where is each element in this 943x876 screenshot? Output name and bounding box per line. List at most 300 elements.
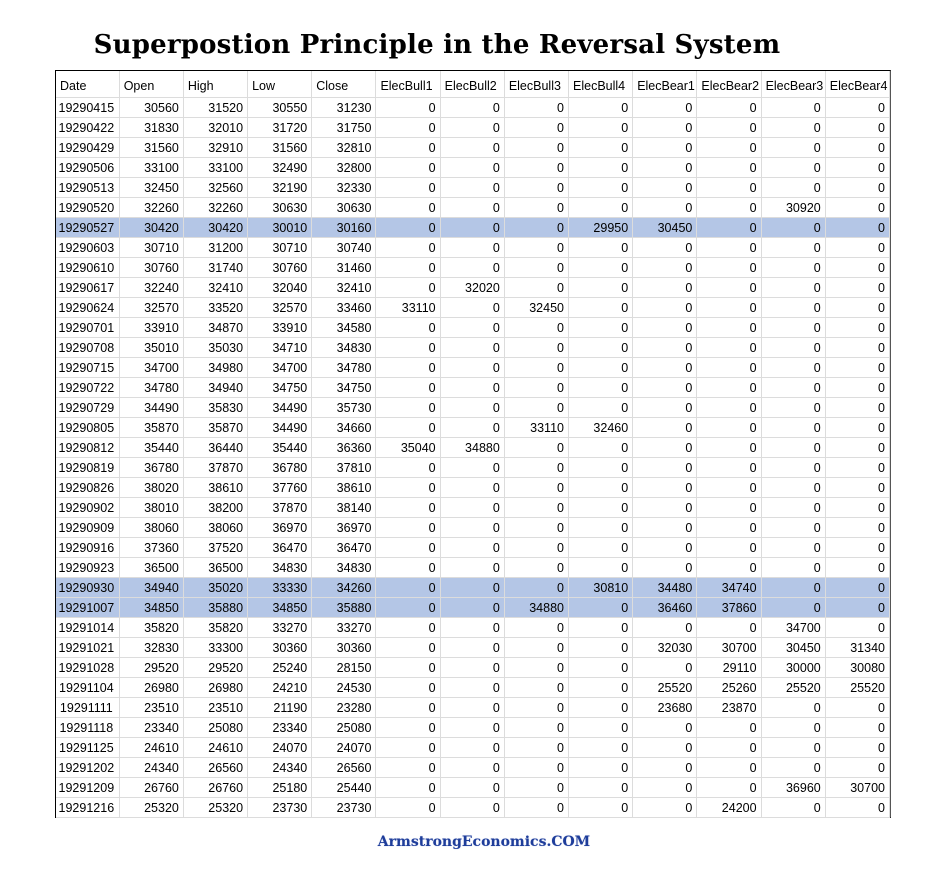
value-cell[interactable]: 0 (633, 118, 697, 138)
value-cell[interactable]: 0 (569, 678, 633, 698)
date-cell[interactable]: 19290729 (56, 398, 119, 418)
value-cell[interactable]: 34940 (183, 378, 247, 398)
value-cell[interactable]: 0 (697, 98, 761, 118)
value-cell[interactable]: 31230 (312, 98, 376, 118)
value-cell[interactable]: 38140 (312, 498, 376, 518)
value-cell[interactable]: 0 (761, 178, 825, 198)
value-cell[interactable]: 0 (376, 778, 440, 798)
column-header-elecbull2[interactable]: ElecBull2 (440, 71, 504, 98)
value-cell[interactable]: 30810 (569, 578, 633, 598)
value-cell[interactable]: 0 (504, 238, 568, 258)
value-cell[interactable]: 0 (376, 678, 440, 698)
value-cell[interactable]: 35820 (183, 618, 247, 638)
value-cell[interactable]: 35030 (183, 338, 247, 358)
value-cell[interactable]: 0 (569, 658, 633, 678)
value-cell[interactable]: 0 (376, 518, 440, 538)
value-cell[interactable]: 0 (761, 338, 825, 358)
value-cell[interactable]: 0 (633, 418, 697, 438)
value-cell[interactable]: 0 (504, 278, 568, 298)
value-cell[interactable]: 23730 (248, 798, 312, 818)
value-cell[interactable]: 0 (504, 198, 568, 218)
value-cell[interactable]: 0 (376, 658, 440, 678)
value-cell[interactable]: 0 (825, 718, 889, 738)
value-cell[interactable]: 0 (504, 458, 568, 478)
date-cell[interactable]: 19291014 (56, 618, 119, 638)
value-cell[interactable]: 0 (569, 438, 633, 458)
value-cell[interactable]: 30700 (697, 638, 761, 658)
value-cell[interactable]: 32260 (119, 198, 183, 218)
value-cell[interactable]: 0 (761, 358, 825, 378)
value-cell[interactable]: 33460 (312, 298, 376, 318)
value-cell[interactable]: 0 (504, 318, 568, 338)
value-cell[interactable]: 0 (440, 318, 504, 338)
date-cell[interactable]: 19290506 (56, 158, 119, 178)
value-cell[interactable]: 0 (825, 278, 889, 298)
column-header-elecbull4[interactable]: ElecBull4 (569, 71, 633, 98)
value-cell[interactable]: 0 (825, 98, 889, 118)
value-cell[interactable]: 0 (376, 258, 440, 278)
value-cell[interactable]: 0 (761, 498, 825, 518)
value-cell[interactable]: 28150 (312, 658, 376, 678)
value-cell[interactable]: 30560 (119, 98, 183, 118)
value-cell[interactable]: 30630 (248, 198, 312, 218)
date-cell[interactable]: 19291216 (56, 798, 119, 818)
value-cell[interactable]: 30630 (312, 198, 376, 218)
value-cell[interactable]: 0 (376, 218, 440, 238)
value-cell[interactable]: 0 (633, 758, 697, 778)
value-cell[interactable]: 0 (761, 118, 825, 138)
value-cell[interactable]: 0 (761, 138, 825, 158)
value-cell[interactable]: 30550 (248, 98, 312, 118)
value-cell[interactable]: 0 (761, 558, 825, 578)
value-cell[interactable]: 36440 (183, 438, 247, 458)
column-header-elecbear2[interactable]: ElecBear2 (697, 71, 761, 98)
value-cell[interactable]: 30450 (761, 638, 825, 658)
value-cell[interactable]: 0 (376, 538, 440, 558)
value-cell[interactable]: 0 (633, 538, 697, 558)
value-cell[interactable]: 0 (825, 798, 889, 818)
value-cell[interactable]: 0 (440, 298, 504, 318)
value-cell[interactable]: 0 (569, 258, 633, 278)
value-cell[interactable]: 0 (376, 158, 440, 178)
value-cell[interactable]: 0 (761, 278, 825, 298)
value-cell[interactable]: 24340 (119, 758, 183, 778)
value-cell[interactable]: 37760 (248, 478, 312, 498)
value-cell[interactable]: 31340 (825, 638, 889, 658)
value-cell[interactable]: 24210 (248, 678, 312, 698)
value-cell[interactable]: 37520 (183, 538, 247, 558)
value-cell[interactable]: 0 (440, 678, 504, 698)
value-cell[interactable]: 35870 (119, 418, 183, 438)
value-cell[interactable]: 0 (825, 218, 889, 238)
value-cell[interactable]: 30700 (825, 778, 889, 798)
value-cell[interactable]: 0 (697, 558, 761, 578)
value-cell[interactable]: 30740 (312, 238, 376, 258)
value-cell[interactable]: 29520 (183, 658, 247, 678)
value-cell[interactable]: 34480 (633, 578, 697, 598)
value-cell[interactable]: 32910 (183, 138, 247, 158)
value-cell[interactable]: 0 (761, 518, 825, 538)
value-cell[interactable]: 0 (569, 738, 633, 758)
value-cell[interactable]: 34700 (761, 618, 825, 638)
value-cell[interactable]: 0 (440, 238, 504, 258)
value-cell[interactable]: 34710 (248, 338, 312, 358)
value-cell[interactable]: 31740 (183, 258, 247, 278)
value-cell[interactable]: 0 (440, 758, 504, 778)
value-cell[interactable]: 0 (761, 538, 825, 558)
value-cell[interactable]: 29520 (119, 658, 183, 678)
column-header-elecbull1[interactable]: ElecBull1 (376, 71, 440, 98)
value-cell[interactable]: 0 (761, 258, 825, 278)
value-cell[interactable]: 34700 (248, 358, 312, 378)
value-cell[interactable]: 35820 (119, 618, 183, 638)
value-cell[interactable]: 36500 (119, 558, 183, 578)
date-cell[interactable]: 19290715 (56, 358, 119, 378)
value-cell[interactable]: 0 (697, 518, 761, 538)
value-cell[interactable]: 0 (633, 558, 697, 578)
value-cell[interactable]: 25520 (761, 678, 825, 698)
value-cell[interactable]: 30000 (761, 658, 825, 678)
value-cell[interactable]: 0 (376, 358, 440, 378)
value-cell[interactable]: 0 (761, 578, 825, 598)
value-cell[interactable]: 0 (504, 618, 568, 638)
value-cell[interactable]: 38060 (119, 518, 183, 538)
value-cell[interactable]: 0 (569, 178, 633, 198)
value-cell[interactable]: 32010 (183, 118, 247, 138)
value-cell[interactable]: 32460 (569, 418, 633, 438)
value-cell[interactable]: 32260 (183, 198, 247, 218)
date-cell[interactable]: 19291104 (56, 678, 119, 698)
value-cell[interactable]: 0 (825, 118, 889, 138)
value-cell[interactable]: 0 (761, 458, 825, 478)
column-header-close[interactable]: Close (312, 71, 376, 98)
value-cell[interactable]: 30420 (119, 218, 183, 238)
value-cell[interactable]: 34490 (119, 398, 183, 418)
value-cell[interactable]: 0 (376, 278, 440, 298)
value-cell[interactable]: 29950 (569, 218, 633, 238)
value-cell[interactable]: 0 (440, 378, 504, 398)
value-cell[interactable]: 34580 (312, 318, 376, 338)
value-cell[interactable]: 0 (825, 138, 889, 158)
value-cell[interactable]: 36500 (183, 558, 247, 578)
value-cell[interactable]: 0 (376, 578, 440, 598)
column-header-date[interactable]: Date (56, 71, 119, 98)
value-cell[interactable]: 34980 (183, 358, 247, 378)
date-cell[interactable]: 19290513 (56, 178, 119, 198)
value-cell[interactable]: 30450 (633, 218, 697, 238)
column-header-elecbear3[interactable]: ElecBear3 (761, 71, 825, 98)
value-cell[interactable]: 0 (761, 718, 825, 738)
value-cell[interactable]: 34780 (119, 378, 183, 398)
value-cell[interactable]: 0 (825, 578, 889, 598)
value-cell[interactable]: 32330 (312, 178, 376, 198)
value-cell[interactable]: 0 (440, 718, 504, 738)
value-cell[interactable]: 0 (761, 158, 825, 178)
value-cell[interactable]: 0 (504, 378, 568, 398)
value-cell[interactable]: 26560 (312, 758, 376, 778)
value-cell[interactable]: 30760 (248, 258, 312, 278)
value-cell[interactable]: 0 (697, 618, 761, 638)
value-cell[interactable]: 0 (504, 658, 568, 678)
value-cell[interactable]: 24070 (248, 738, 312, 758)
value-cell[interactable]: 35010 (119, 338, 183, 358)
column-header-elecbear1[interactable]: ElecBear1 (633, 71, 697, 98)
value-cell[interactable]: 0 (376, 338, 440, 358)
value-cell[interactable]: 0 (569, 98, 633, 118)
value-cell[interactable]: 33270 (248, 618, 312, 638)
value-cell[interactable]: 0 (376, 98, 440, 118)
value-cell[interactable]: 0 (825, 298, 889, 318)
value-cell[interactable]: 37860 (697, 598, 761, 618)
value-cell[interactable]: 0 (440, 458, 504, 478)
value-cell[interactable]: 0 (761, 478, 825, 498)
value-cell[interactable]: 0 (376, 758, 440, 778)
value-cell[interactable]: 0 (633, 278, 697, 298)
value-cell[interactable]: 32030 (633, 638, 697, 658)
value-cell[interactable]: 23730 (312, 798, 376, 818)
value-cell[interactable]: 0 (825, 418, 889, 438)
value-cell[interactable]: 0 (440, 118, 504, 138)
value-cell[interactable]: 38010 (119, 498, 183, 518)
value-cell[interactable]: 38610 (312, 478, 376, 498)
value-cell[interactable]: 0 (569, 798, 633, 818)
value-cell[interactable]: 0 (761, 438, 825, 458)
value-cell[interactable]: 0 (697, 778, 761, 798)
value-cell[interactable]: 0 (376, 418, 440, 438)
column-header-high[interactable]: High (183, 71, 247, 98)
value-cell[interactable]: 0 (504, 258, 568, 278)
value-cell[interactable]: 23340 (119, 718, 183, 738)
value-cell[interactable]: 0 (825, 438, 889, 458)
value-cell[interactable]: 0 (504, 158, 568, 178)
value-cell[interactable]: 0 (569, 518, 633, 538)
value-cell[interactable]: 34490 (248, 418, 312, 438)
value-cell[interactable]: 36470 (312, 538, 376, 558)
value-cell[interactable]: 0 (761, 298, 825, 318)
value-cell[interactable]: 0 (440, 518, 504, 538)
value-cell[interactable]: 0 (761, 98, 825, 118)
value-cell[interactable]: 0 (569, 298, 633, 318)
value-cell[interactable]: 0 (825, 318, 889, 338)
date-cell[interactable]: 19290617 (56, 278, 119, 298)
value-cell[interactable]: 0 (697, 338, 761, 358)
value-cell[interactable]: 0 (569, 718, 633, 738)
value-cell[interactable]: 0 (504, 178, 568, 198)
value-cell[interactable]: 0 (569, 198, 633, 218)
value-cell[interactable]: 0 (633, 718, 697, 738)
value-cell[interactable]: 0 (825, 198, 889, 218)
value-cell[interactable]: 0 (440, 158, 504, 178)
value-cell[interactable]: 25260 (697, 678, 761, 698)
value-cell[interactable]: 34830 (248, 558, 312, 578)
value-cell[interactable]: 0 (825, 398, 889, 418)
value-cell[interactable]: 0 (440, 398, 504, 418)
value-cell[interactable]: 34940 (119, 578, 183, 598)
value-cell[interactable]: 33520 (183, 298, 247, 318)
value-cell[interactable]: 23280 (312, 698, 376, 718)
value-cell[interactable]: 32240 (119, 278, 183, 298)
value-cell[interactable]: 0 (440, 418, 504, 438)
value-cell[interactable]: 0 (697, 458, 761, 478)
value-cell[interactable]: 0 (697, 218, 761, 238)
date-cell[interactable]: 19290520 (56, 198, 119, 218)
value-cell[interactable]: 0 (504, 438, 568, 458)
value-cell[interactable]: 0 (697, 538, 761, 558)
value-cell[interactable]: 34880 (440, 438, 504, 458)
value-cell[interactable]: 0 (440, 618, 504, 638)
value-cell[interactable]: 33100 (119, 158, 183, 178)
value-cell[interactable]: 0 (697, 378, 761, 398)
date-cell[interactable]: 19291111 (56, 698, 119, 718)
value-cell[interactable]: 24200 (697, 798, 761, 818)
value-cell[interactable]: 0 (569, 478, 633, 498)
value-cell[interactable]: 0 (504, 578, 568, 598)
value-cell[interactable]: 23510 (119, 698, 183, 718)
value-cell[interactable]: 25520 (825, 678, 889, 698)
value-cell[interactable]: 33100 (183, 158, 247, 178)
value-cell[interactable]: 0 (825, 158, 889, 178)
value-cell[interactable]: 32800 (312, 158, 376, 178)
value-cell[interactable]: 0 (376, 558, 440, 578)
value-cell[interactable]: 26980 (183, 678, 247, 698)
value-cell[interactable]: 0 (825, 178, 889, 198)
value-cell[interactable]: 34740 (697, 578, 761, 598)
value-cell[interactable]: 0 (633, 738, 697, 758)
value-cell[interactable]: 36360 (312, 438, 376, 458)
value-cell[interactable]: 0 (569, 458, 633, 478)
date-cell[interactable]: 19290603 (56, 238, 119, 258)
date-cell[interactable]: 19290722 (56, 378, 119, 398)
value-cell[interactable]: 25440 (312, 778, 376, 798)
value-cell[interactable]: 26980 (119, 678, 183, 698)
value-cell[interactable]: 0 (376, 398, 440, 418)
value-cell[interactable]: 0 (697, 418, 761, 438)
value-cell[interactable]: 0 (504, 518, 568, 538)
date-cell[interactable]: 19291021 (56, 638, 119, 658)
value-cell[interactable]: 0 (376, 198, 440, 218)
value-cell[interactable]: 0 (825, 738, 889, 758)
date-cell[interactable]: 19290902 (56, 498, 119, 518)
date-cell[interactable]: 19290429 (56, 138, 119, 158)
value-cell[interactable]: 25520 (633, 678, 697, 698)
value-cell[interactable]: 35440 (119, 438, 183, 458)
value-cell[interactable]: 29110 (697, 658, 761, 678)
value-cell[interactable]: 0 (569, 558, 633, 578)
value-cell[interactable]: 33300 (183, 638, 247, 658)
date-cell[interactable]: 19290916 (56, 538, 119, 558)
value-cell[interactable]: 31750 (312, 118, 376, 138)
value-cell[interactable]: 31830 (119, 118, 183, 138)
value-cell[interactable]: 32040 (248, 278, 312, 298)
value-cell[interactable]: 0 (697, 358, 761, 378)
value-cell[interactable]: 0 (504, 138, 568, 158)
value-cell[interactable]: 30080 (825, 658, 889, 678)
value-cell[interactable]: 0 (569, 598, 633, 618)
value-cell[interactable]: 31560 (248, 138, 312, 158)
value-cell[interactable]: 0 (569, 698, 633, 718)
value-cell[interactable]: 30420 (183, 218, 247, 238)
value-cell[interactable]: 26760 (119, 778, 183, 798)
value-cell[interactable]: 32410 (183, 278, 247, 298)
value-cell[interactable]: 0 (633, 378, 697, 398)
value-cell[interactable]: 34700 (119, 358, 183, 378)
value-cell[interactable]: 26560 (183, 758, 247, 778)
value-cell[interactable]: 32410 (312, 278, 376, 298)
value-cell[interactable]: 0 (504, 118, 568, 138)
value-cell[interactable]: 34490 (248, 398, 312, 418)
value-cell[interactable]: 0 (825, 238, 889, 258)
value-cell[interactable]: 0 (440, 738, 504, 758)
value-cell[interactable]: 0 (825, 478, 889, 498)
value-cell[interactable]: 0 (825, 518, 889, 538)
value-cell[interactable]: 0 (376, 718, 440, 738)
date-cell[interactable]: 19290708 (56, 338, 119, 358)
value-cell[interactable]: 32450 (119, 178, 183, 198)
value-cell[interactable]: 21190 (248, 698, 312, 718)
date-cell[interactable]: 19290624 (56, 298, 119, 318)
value-cell[interactable]: 0 (440, 558, 504, 578)
date-cell[interactable]: 19290930 (56, 578, 119, 598)
value-cell[interactable]: 34830 (312, 558, 376, 578)
value-cell[interactable]: 31720 (248, 118, 312, 138)
column-header-elecbear4[interactable]: ElecBear4 (825, 71, 889, 98)
value-cell[interactable]: 0 (440, 798, 504, 818)
value-cell[interactable]: 25180 (248, 778, 312, 798)
value-cell[interactable]: 32570 (248, 298, 312, 318)
value-cell[interactable]: 0 (504, 218, 568, 238)
value-cell[interactable]: 35880 (312, 598, 376, 618)
value-cell[interactable]: 0 (569, 378, 633, 398)
value-cell[interactable]: 0 (633, 138, 697, 158)
value-cell[interactable]: 34260 (312, 578, 376, 598)
value-cell[interactable]: 0 (825, 758, 889, 778)
value-cell[interactable]: 0 (504, 478, 568, 498)
value-cell[interactable]: 0 (440, 338, 504, 358)
value-cell[interactable]: 24070 (312, 738, 376, 758)
value-cell[interactable]: 32020 (440, 278, 504, 298)
value-cell[interactable]: 0 (697, 258, 761, 278)
value-cell[interactable]: 0 (504, 538, 568, 558)
value-cell[interactable]: 0 (440, 478, 504, 498)
column-header-low[interactable]: Low (248, 71, 312, 98)
date-cell[interactable]: 19291209 (56, 778, 119, 798)
value-cell[interactable]: 0 (761, 798, 825, 818)
value-cell[interactable]: 0 (825, 458, 889, 478)
date-cell[interactable]: 19290812 (56, 438, 119, 458)
value-cell[interactable]: 0 (504, 98, 568, 118)
value-cell[interactable]: 0 (376, 798, 440, 818)
value-cell[interactable]: 34750 (248, 378, 312, 398)
value-cell[interactable]: 0 (825, 378, 889, 398)
date-cell[interactable]: 19290527 (56, 218, 119, 238)
value-cell[interactable]: 30010 (248, 218, 312, 238)
value-cell[interactable]: 0 (376, 498, 440, 518)
value-cell[interactable]: 0 (440, 218, 504, 238)
value-cell[interactable]: 32570 (119, 298, 183, 318)
value-cell[interactable]: 0 (825, 538, 889, 558)
value-cell[interactable]: 0 (569, 498, 633, 518)
value-cell[interactable]: 0 (569, 778, 633, 798)
value-cell[interactable]: 0 (697, 718, 761, 738)
date-cell[interactable]: 19290415 (56, 98, 119, 118)
value-cell[interactable]: 0 (376, 458, 440, 478)
value-cell[interactable]: 35870 (183, 418, 247, 438)
value-cell[interactable]: 23680 (633, 698, 697, 718)
value-cell[interactable]: 35830 (183, 398, 247, 418)
value-cell[interactable]: 0 (569, 638, 633, 658)
value-cell[interactable]: 34750 (312, 378, 376, 398)
value-cell[interactable]: 37870 (248, 498, 312, 518)
